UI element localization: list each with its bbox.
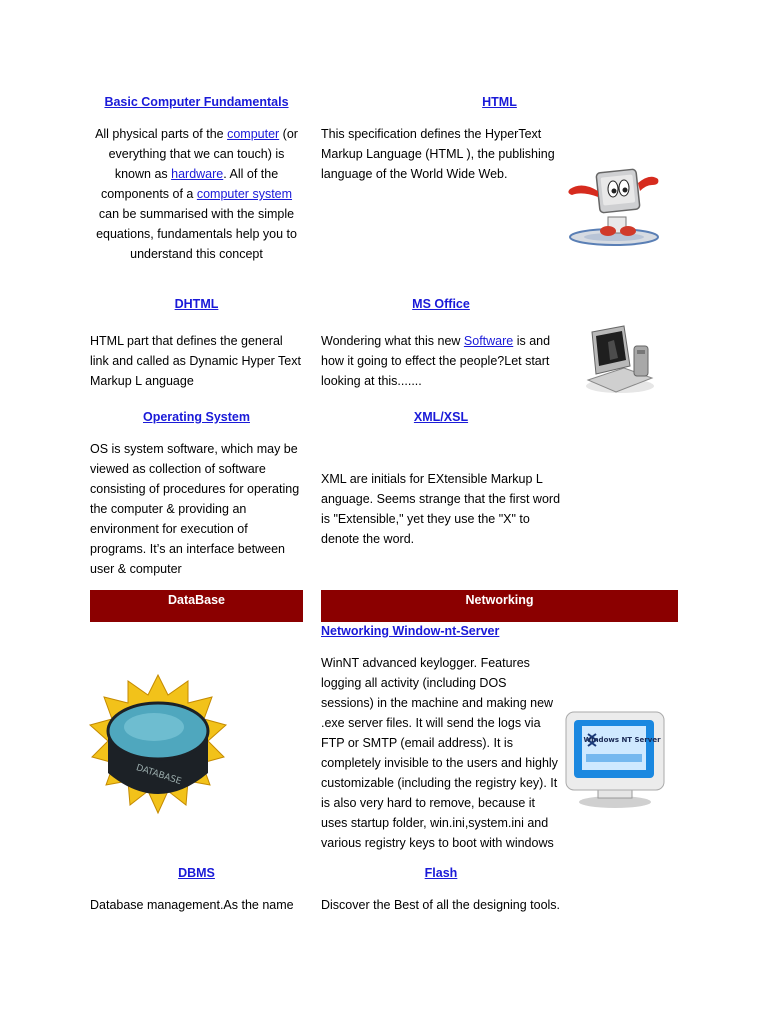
html-link[interactable]: HTML [482, 95, 517, 109]
nt-monitor-image [562, 710, 668, 810]
windows-nt-monitor-icon [562, 710, 668, 810]
nt-screen-text: Windows NT Server [583, 736, 661, 744]
database-bar: DataBase [90, 590, 303, 622]
flash-text: Discover the Best of all the designing tools. [321, 898, 561, 912]
software-link[interactable]: Software [463, 334, 514, 348]
database-image [88, 673, 228, 823]
ms-office-image [584, 324, 656, 396]
basic-fundamentals-text: All physical parts of the computer (or everything that we can touch) is known as hardware. All of the components of a computer system can be summarised with the simple equations, fundamentals help you to understand this concept [95, 127, 298, 261]
os-text: OS is system software, which may be viewed as collection of software consisting of procedures for operating the computer & providing an environment for execution of programs. It’s an interface between user & computer [90, 442, 300, 576]
computer-link[interactable]: computer [227, 127, 280, 141]
dbms-link[interactable]: DBMS [178, 866, 215, 880]
flash-link[interactable]: Flash [424, 866, 458, 880]
html-text: This specification defines the HyperText Markup Language (HTML ), the publishing language of the World Wide Web. [321, 127, 555, 181]
dhtml-text: HTML part that defines the general link and called as Dynamic Hyper Text Markup L anguage [90, 334, 301, 388]
computer-system-link[interactable]: computer system [196, 187, 293, 201]
networking-window-nt-server-link[interactable]: Networking Window-nt-Server [321, 624, 500, 638]
desktop-computer-icon [584, 324, 656, 396]
xml-xsl-link[interactable]: XML/XSL [413, 410, 469, 424]
ms-office-text: Wondering what this new Software is and how it going to effect the people?Let start looking at this....... [321, 334, 551, 388]
xml-text: XML are initials for EXtensible Markup L anguage. Seems strange that the first word is "Extensible," yet they use the "X" to denote the word. [321, 472, 561, 546]
ms-office-link[interactable]: MS Office [412, 297, 470, 311]
dbms-text: Database management.As the name [90, 898, 294, 912]
networking-text: WinNT advanced keylogger. Features logging all activity (including DOS sessions) in the machine and making new .exe server files. It will send the logs via FTP or SMTP (email address). It is completely invisible to the users and highly customizable (including the registry key). It is also very hard to remove, because it uses startup folder, win.ini,system.ini and various registry keys to boot with windows [321, 656, 558, 850]
basic-computer-fundamentals-link[interactable]: Basic Computer Fundamentals [104, 95, 289, 109]
networking-bar: Networking [321, 590, 678, 622]
operating-system-link[interactable]: Operating System [143, 410, 250, 424]
computer-mascot-icon [562, 163, 662, 248]
database-cylinder-icon [88, 673, 228, 823]
hardware-link[interactable]: hardware [171, 167, 224, 181]
dhtml-link[interactable]: DHTML [174, 297, 219, 311]
html-mascot-image [562, 163, 662, 248]
svg-text:DATABASE: DATABASE [134, 763, 183, 788]
